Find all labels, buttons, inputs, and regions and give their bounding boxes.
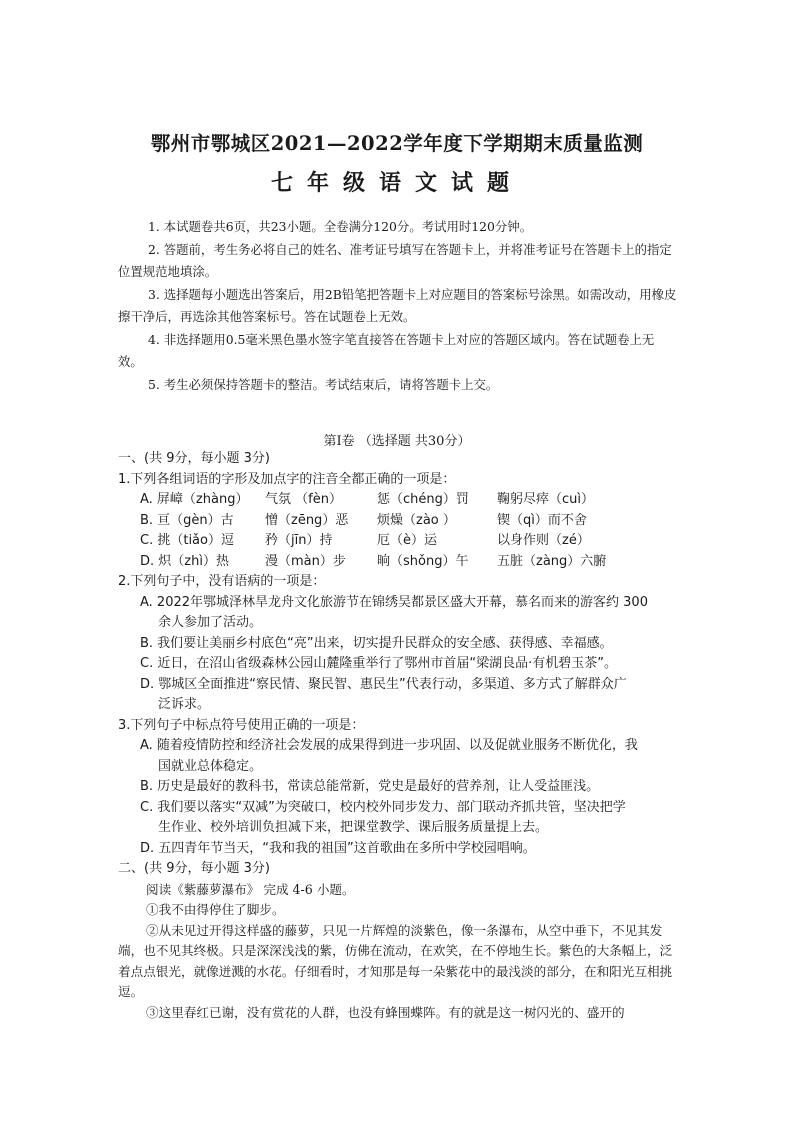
option-word: A. 屏嶂（zhàng） <box>140 492 249 507</box>
question-2-option-c <box>118 654 680 675</box>
question-3-option-b <box>118 777 680 798</box>
option-text-cont: 余人参加了活动。 <box>158 615 263 630</box>
instructions <box>118 216 678 396</box>
option-text: D. 鄂城区全面推进“察民情、聚民智、惠民生”代表行动，多渠道、多方式了解群众广 <box>140 676 627 692</box>
option-word: 惩（chéng）罚 <box>377 492 469 507</box>
option-text: A. 2022年鄂城泽林旱龙舟文化旅游节在锦绣吴都景区盛大开幕，慕名而来的游客约 300 <box>140 594 648 610</box>
option-text: A. 随着疫情防控和经济社会发展的成果得到进一步巩固、以及促就业服务不断优化，我 <box>140 738 638 753</box>
option-word: 厄（è）运 <box>377 533 437 548</box>
option-text-cont: 生作业、校外培训负担减下来，把课堂教学、课后服务质量提上去。 <box>158 820 549 835</box>
option-text-cont: 泛诉求。 <box>158 697 211 712</box>
exam-subtitle: 七年级语文试题 <box>270 170 523 196</box>
instruction-item: 2. 答题前，考生务必将自己的姓名、准考证号填写在答题卡上，并将准考证号在答题卡上的指定位置规范地填涂。 <box>118 241 672 279</box>
option-word: 五脏（zàng）六腑 <box>497 553 607 569</box>
part1-title: 第Ⅰ卷 （选择题 共30分） <box>323 434 471 449</box>
option-word: 鞠躬尽瘁（cuì） <box>497 492 594 507</box>
question-3-stem: 3.下列句子中标点符号使用正确的一项是： <box>118 717 365 733</box>
option-text: C. 近日，在沼山省级森林公园山麓隆重举行了鄂州市首届“梁湖良品·有机碧玉茶”。 <box>140 656 617 671</box>
instruction-item: 5. 考生必须保持答题卡的整洁。考试结束后，请将答题卡上交。 <box>148 376 499 392</box>
instruction-item: 1. 本试题卷共6页，共23小题。全卷满分120分。考试用时120分钟。 <box>148 219 533 234</box>
option-text: B. 我们要让美丽乡村底色“亮”出来，切实提升民群众的安全感、获得感、幸福感。 <box>140 635 613 651</box>
passage-paragraph: ②从未见过开得这样盛的藤萝，只见一片辉煌的淡紫色，像一条瀑布，从空中垂下，不见其发端，也不见其终极。只是深深浅浅的紫，仿佛在流动，在欢笑，在不停地生长。紫色的大条幅上，泛着点点银光，就像迸溅的水花。仔细看时，才知那是每一朵紫花中的最浅淡的部分，在和阳光互相挑逗。 <box>118 922 673 999</box>
question-2-stem: 2.下列句子中，没有语病的一项是： <box>118 574 326 589</box>
option-text: D. 五四青年节当天，“我和我的祖国”这首歌曲在多所中学校园唱响。 <box>140 840 536 856</box>
question-1-stem: 1.下列各组词语的字形及加点字的注音全都正确的一项是： <box>118 471 456 487</box>
option-word: C. 挑（tiǎo）逗 <box>140 533 234 548</box>
option-word: 漫（màn）步 <box>265 553 346 569</box>
question-2-option-d <box>118 675 680 716</box>
passage-paragraph: ③这里春红已谢，没有赏花的人群，也没有蜂围蝶阵。有的就是这一树闪光的、盛开的 <box>146 1004 625 1020</box>
question-2-option-b <box>118 634 680 655</box>
reading-intro: 阅读《紫藤萝瀑布》 完成 4-6 小题。 <box>146 881 355 897</box>
option-word: 锲（qì）而不舍 <box>497 512 587 528</box>
section2-header: 二、(共 9分，每小题 3分) <box>118 861 270 876</box>
question-1-option-a <box>118 490 680 511</box>
question-2-option-a <box>118 593 680 634</box>
option-text: C. 我们要以落实“双减”为突破口，校内校外同步发力、部门联动齐抓共管，坚决把学 <box>140 799 626 815</box>
instruction-item: 4. 非选择题用0.5毫米黑色墨水签字笔直接答在答题卡上对应的答题区域内。答在试题卷上无效。 <box>118 331 655 369</box>
option-word: 气氛 （fèn） <box>265 492 342 507</box>
section1-header: 一、(共 9分，每小题 3分) <box>118 451 270 466</box>
option-word: 矜（jīn）持 <box>265 533 333 548</box>
question-3-option-d <box>118 839 680 860</box>
instruction-item: 3. 选择题每小题选出答案后，用2B铅笔把答题卡上对应题目的答案标号涂黑。如需改动，用橡皮擦干净后，再选涂其他答案标号。答在试题卷上无效。 <box>118 286 677 324</box>
option-text-cont: 国就业总体稳定。 <box>158 758 263 774</box>
question-1-option-d <box>118 552 680 573</box>
option-word: D. 炽（zhì）热 <box>140 553 229 569</box>
questions-body <box>118 449 680 1023</box>
option-word: 以身作则（zé） <box>497 533 590 548</box>
question-3-option-a <box>118 736 680 777</box>
exam-title: 鄂州市鄂城区2021—2022学年度下学期期末质量监测 <box>150 132 644 155</box>
option-word: 憎（zēng）恶 <box>265 512 349 528</box>
option-text: B. 历史是最好的教科书，常读总能常新，党史是最好的营养剂，让人受益匪浅。 <box>140 779 600 794</box>
question-1-option-c <box>118 531 680 552</box>
option-word: B. 亘（gèn）古 <box>140 512 234 528</box>
question-3-option-c <box>118 798 680 839</box>
option-word: 晌（shǒng）午 <box>377 553 469 569</box>
option-word: 烦燥（zào ） <box>377 512 456 528</box>
question-1-option-b <box>118 511 680 532</box>
reading-passage <box>118 880 680 1024</box>
passage-paragraph: ①我不由得停住了脚步。 <box>146 902 285 917</box>
